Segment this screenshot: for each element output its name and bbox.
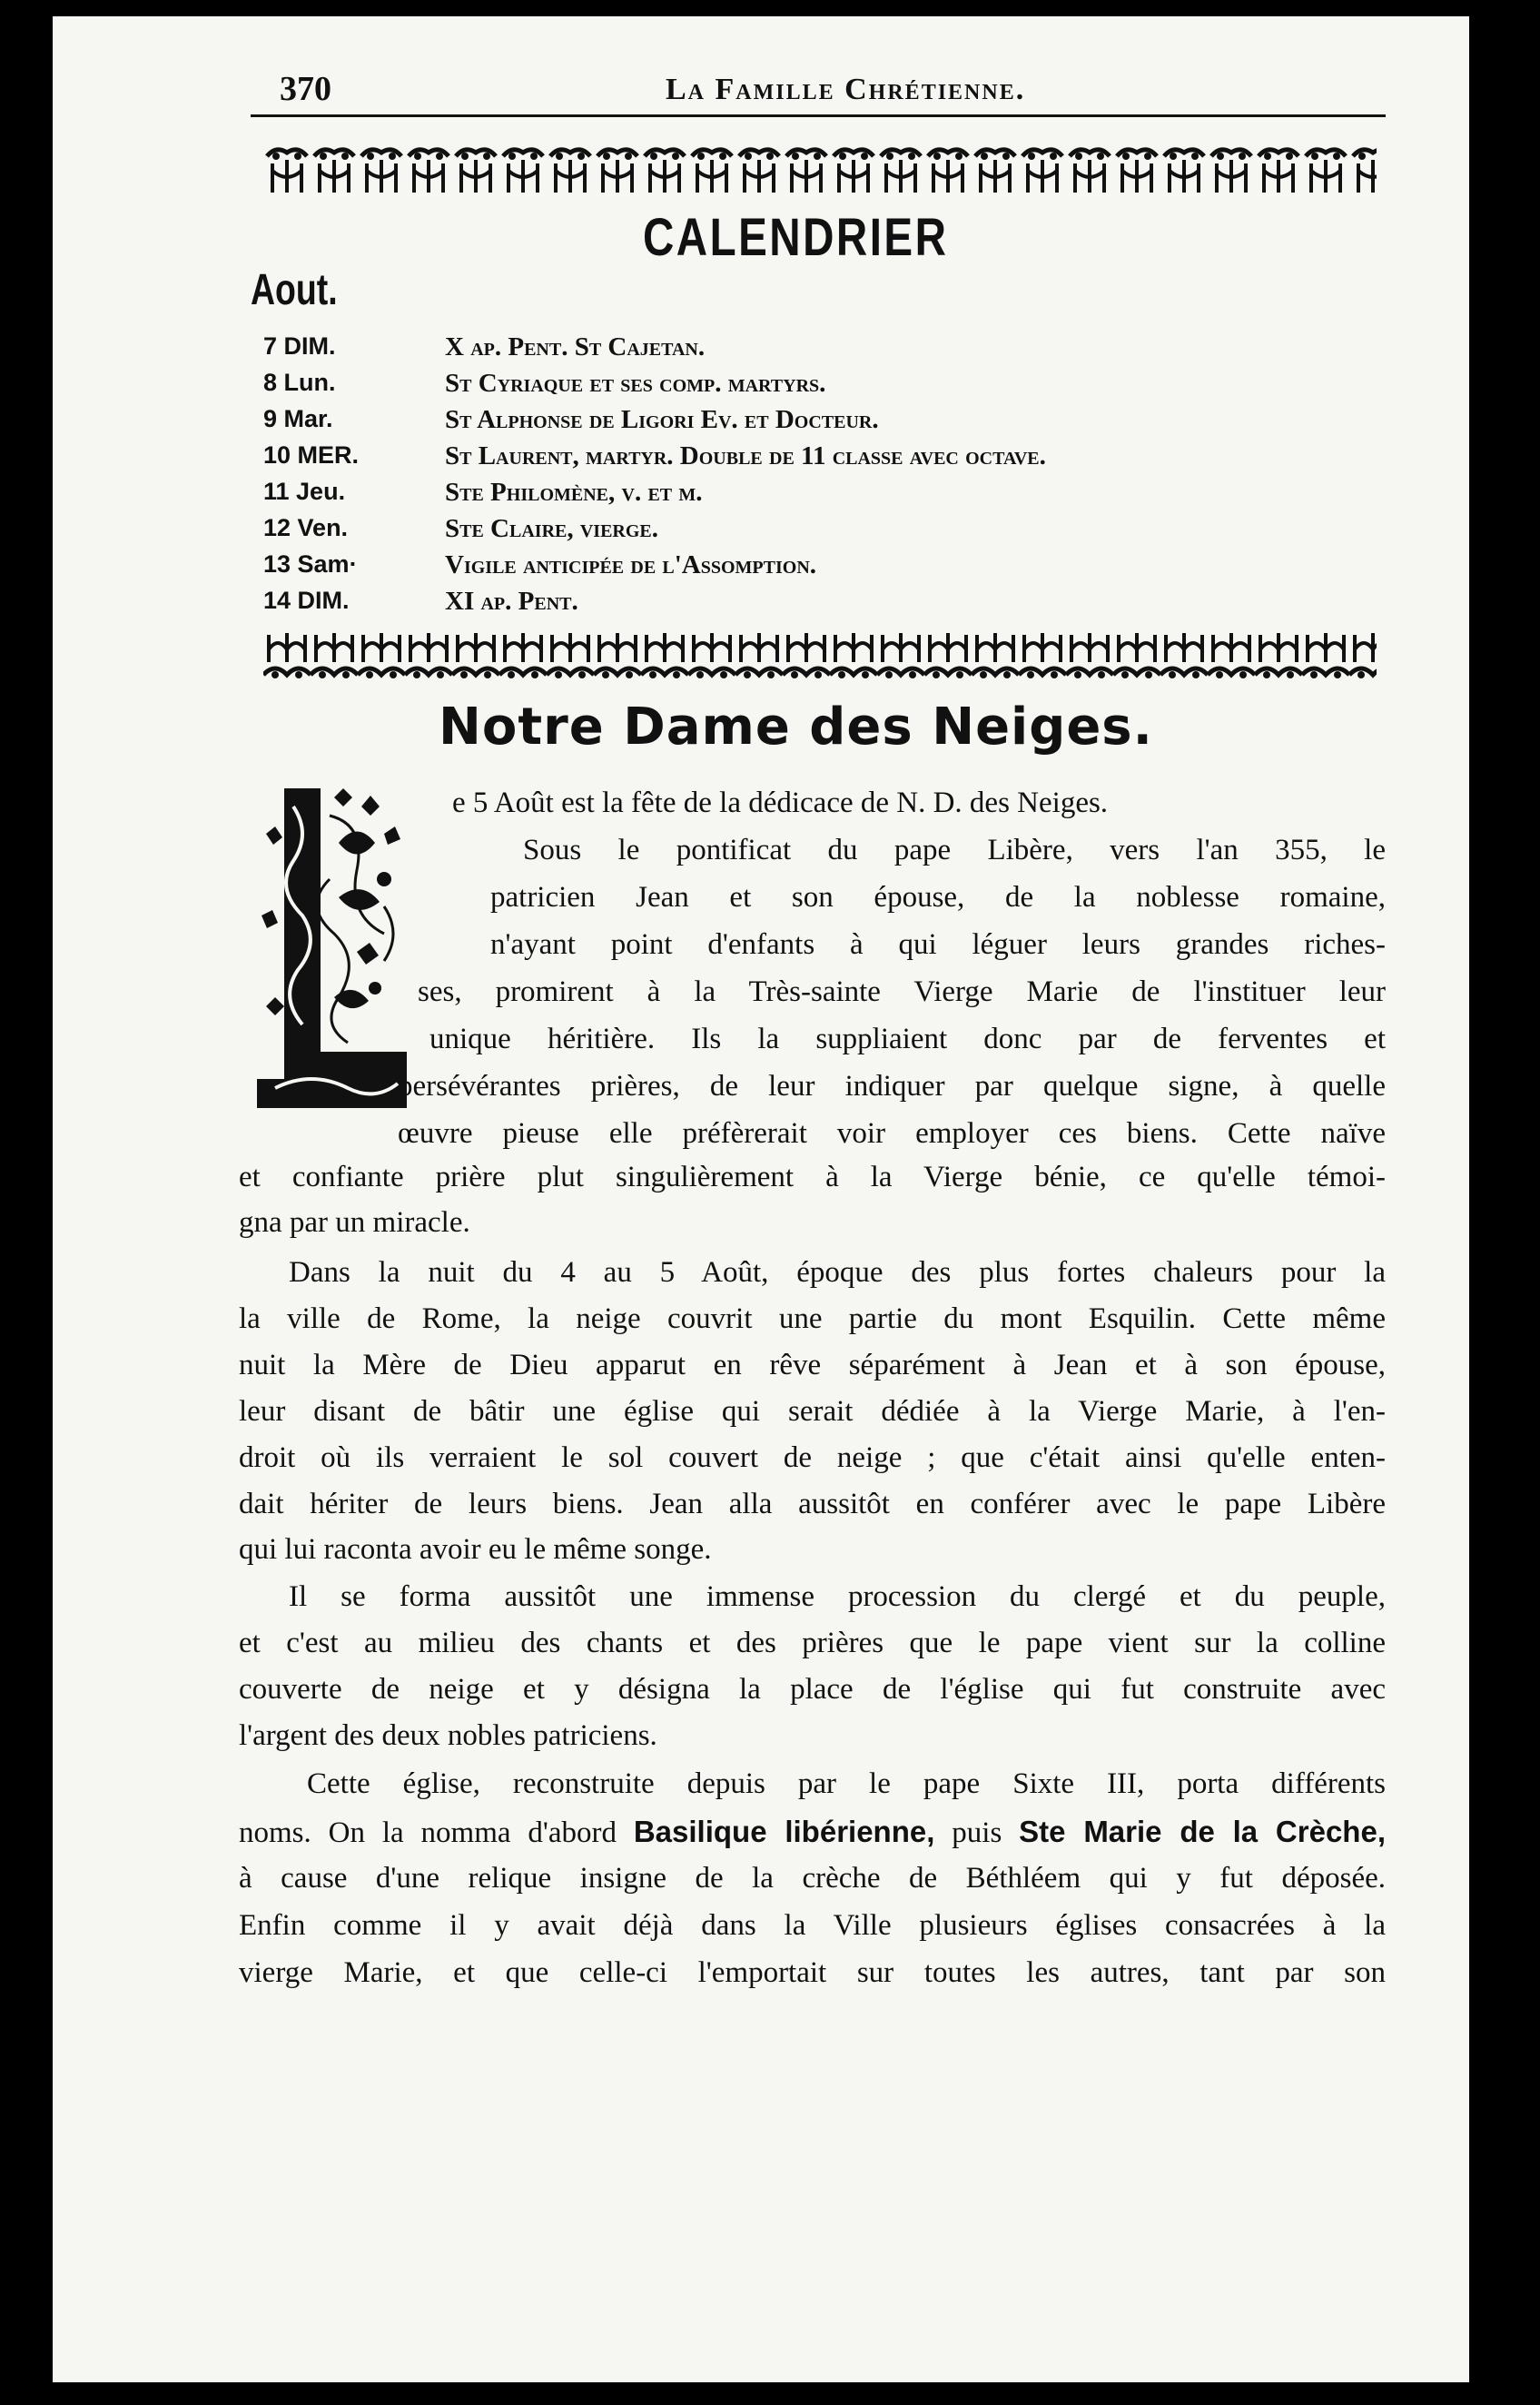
calendar-day: 12 Ven. xyxy=(263,514,349,541)
running-header xyxy=(280,62,1387,116)
calendar-entry: St Laurent, martyr. Double de 11 classe avec octave. xyxy=(445,441,1046,470)
body-line: Enfin comme il y avait déjà dans la Ville plusieurs églises consacrées à la xyxy=(239,1909,1386,1942)
article-title: Notre Dame des Neiges. xyxy=(439,698,1153,757)
calendar-entry: St Cyriaque et ses comp. martyrs. xyxy=(445,369,826,398)
calendar-day: 10 MER. xyxy=(263,441,360,469)
calendar-day: 14 DIM. xyxy=(263,587,350,614)
body-line: ses, promirent à la Très-sainte Vierge Marie de l'instituer leur xyxy=(418,975,1386,1008)
body-line: et confiante prière plut singulièrement à la Vierge bénie, ce qu'elle témoi- xyxy=(239,1161,1386,1193)
top-ornament xyxy=(263,144,1377,198)
body-line: couverte de neige et y désigna la place de l'église qui fut construite avec xyxy=(239,1673,1386,1706)
body-line-mixed xyxy=(239,1815,1386,1850)
body-line: et c'est au milieu des chants et des prières que le pape vient sur la colline xyxy=(239,1627,1386,1659)
body-line: e 5 Août est la fête de la dédicace de N. D. des Neiges. xyxy=(452,787,1109,819)
journal-title: La Famille Chrétienne. xyxy=(666,73,1026,106)
calendar-entry: X ap. Pent. St Cajetan. xyxy=(445,332,706,361)
body-line: persévérantes prières, de leur indiquer par quelque signe, à quelle xyxy=(398,1070,1386,1103)
calendar-month: Aout. xyxy=(251,266,338,314)
calendar-row xyxy=(263,369,1353,405)
calendar-day: 8 Lun. xyxy=(263,369,336,396)
calendar-row xyxy=(263,550,1353,587)
calendar-row xyxy=(263,332,1353,369)
calendar-row xyxy=(263,514,1353,550)
body-line: la ville de Rome, la neige couvrit une partie du mont Esquilin. Cette même xyxy=(239,1302,1386,1335)
body-line: à cause d'une relique insigne de la crèche de Béthléem qui y fut déposée. xyxy=(239,1862,1386,1895)
body-line: unique héritière. Ils la suppliaient donc par de ferventes et xyxy=(429,1023,1386,1055)
calendar-title: CALENDRIER xyxy=(643,208,949,267)
bold-term: Basilique libérienne, xyxy=(633,1815,935,1848)
body-line: Dans la nuit du 4 au 5 Août, époque des plus fortes chaleurs pour la xyxy=(289,1256,1386,1289)
bold-term: Ste Marie de la Crèche, xyxy=(1019,1815,1386,1848)
body-line: Cette église, reconstruite depuis par le pape Sixte III, porta différents xyxy=(307,1767,1386,1800)
body-text: noms. On la nomma d'abord xyxy=(239,1816,617,1849)
calendar-row xyxy=(263,405,1353,441)
page xyxy=(53,16,1469,2382)
calendar-row xyxy=(263,478,1353,514)
page-number: 370 xyxy=(280,70,331,108)
calendar-day: 9 Mar. xyxy=(263,405,333,432)
body-line: dait hériter de leurs biens. Jean alla aussitôt en conférer avec le pape Libère xyxy=(239,1488,1386,1520)
body-line: œuvre pieuse elle préfèrerait voir employer ces biens. Cette naïve xyxy=(398,1117,1386,1150)
calendar-day: 7 DIM. xyxy=(263,332,336,360)
body-text: puis xyxy=(952,1816,1002,1849)
calendar-day: 13 Sam· xyxy=(263,550,358,578)
body-line: vierge Marie, et que celle-ci l'emportait sur toutes les autres, tant par son xyxy=(239,1956,1386,1989)
body-line: Sous le pontificat du pape Libère, vers l'an 355, le xyxy=(523,834,1386,866)
body-line: gna par un miracle. xyxy=(239,1206,470,1239)
calendar-entry: XI ap. Pent. xyxy=(445,587,578,616)
calendar-entry: St Alphonse de Ligori Ev. et Docteur. xyxy=(445,405,879,434)
calendar-entry: Ste Claire, vierge. xyxy=(445,514,659,543)
calendar-entry: Ste Philomène, v. et m. xyxy=(445,478,703,507)
body-line: patricien Jean et son épouse, de la noblesse romaine, xyxy=(490,881,1386,914)
bottom-ornament xyxy=(263,629,1377,684)
calendar-day: 11 Jeu. xyxy=(263,478,346,505)
header-rule xyxy=(251,114,1386,117)
body-line: n'ayant point d'enfants à qui léguer leurs grandes riches- xyxy=(490,928,1386,961)
body-line: qui lui raconta avoir eu le même songe. xyxy=(239,1533,712,1566)
calendar-row xyxy=(263,587,1353,623)
body-line: droit où ils verraient le sol couvert de neige ; que c'était ainsi qu'elle enten- xyxy=(239,1441,1386,1474)
calendar-entry: Vigile anticipée de l'Assomption. xyxy=(445,550,817,579)
body-line: Il se forma aussitôt une immense procession du clergé et du peuple, xyxy=(289,1580,1386,1613)
body-line: l'argent des deux nobles patriciens. xyxy=(239,1719,657,1752)
drop-cap-l-icon xyxy=(248,779,416,1120)
calendar-row xyxy=(263,441,1353,478)
body-line: nuit la Mère de Dieu apparut en rêve séparément à Jean et à son épouse, xyxy=(239,1349,1386,1381)
body-line: leur disant de bâtir une église qui serait dédiée à la Vierge Marie, à l'en- xyxy=(239,1395,1386,1428)
